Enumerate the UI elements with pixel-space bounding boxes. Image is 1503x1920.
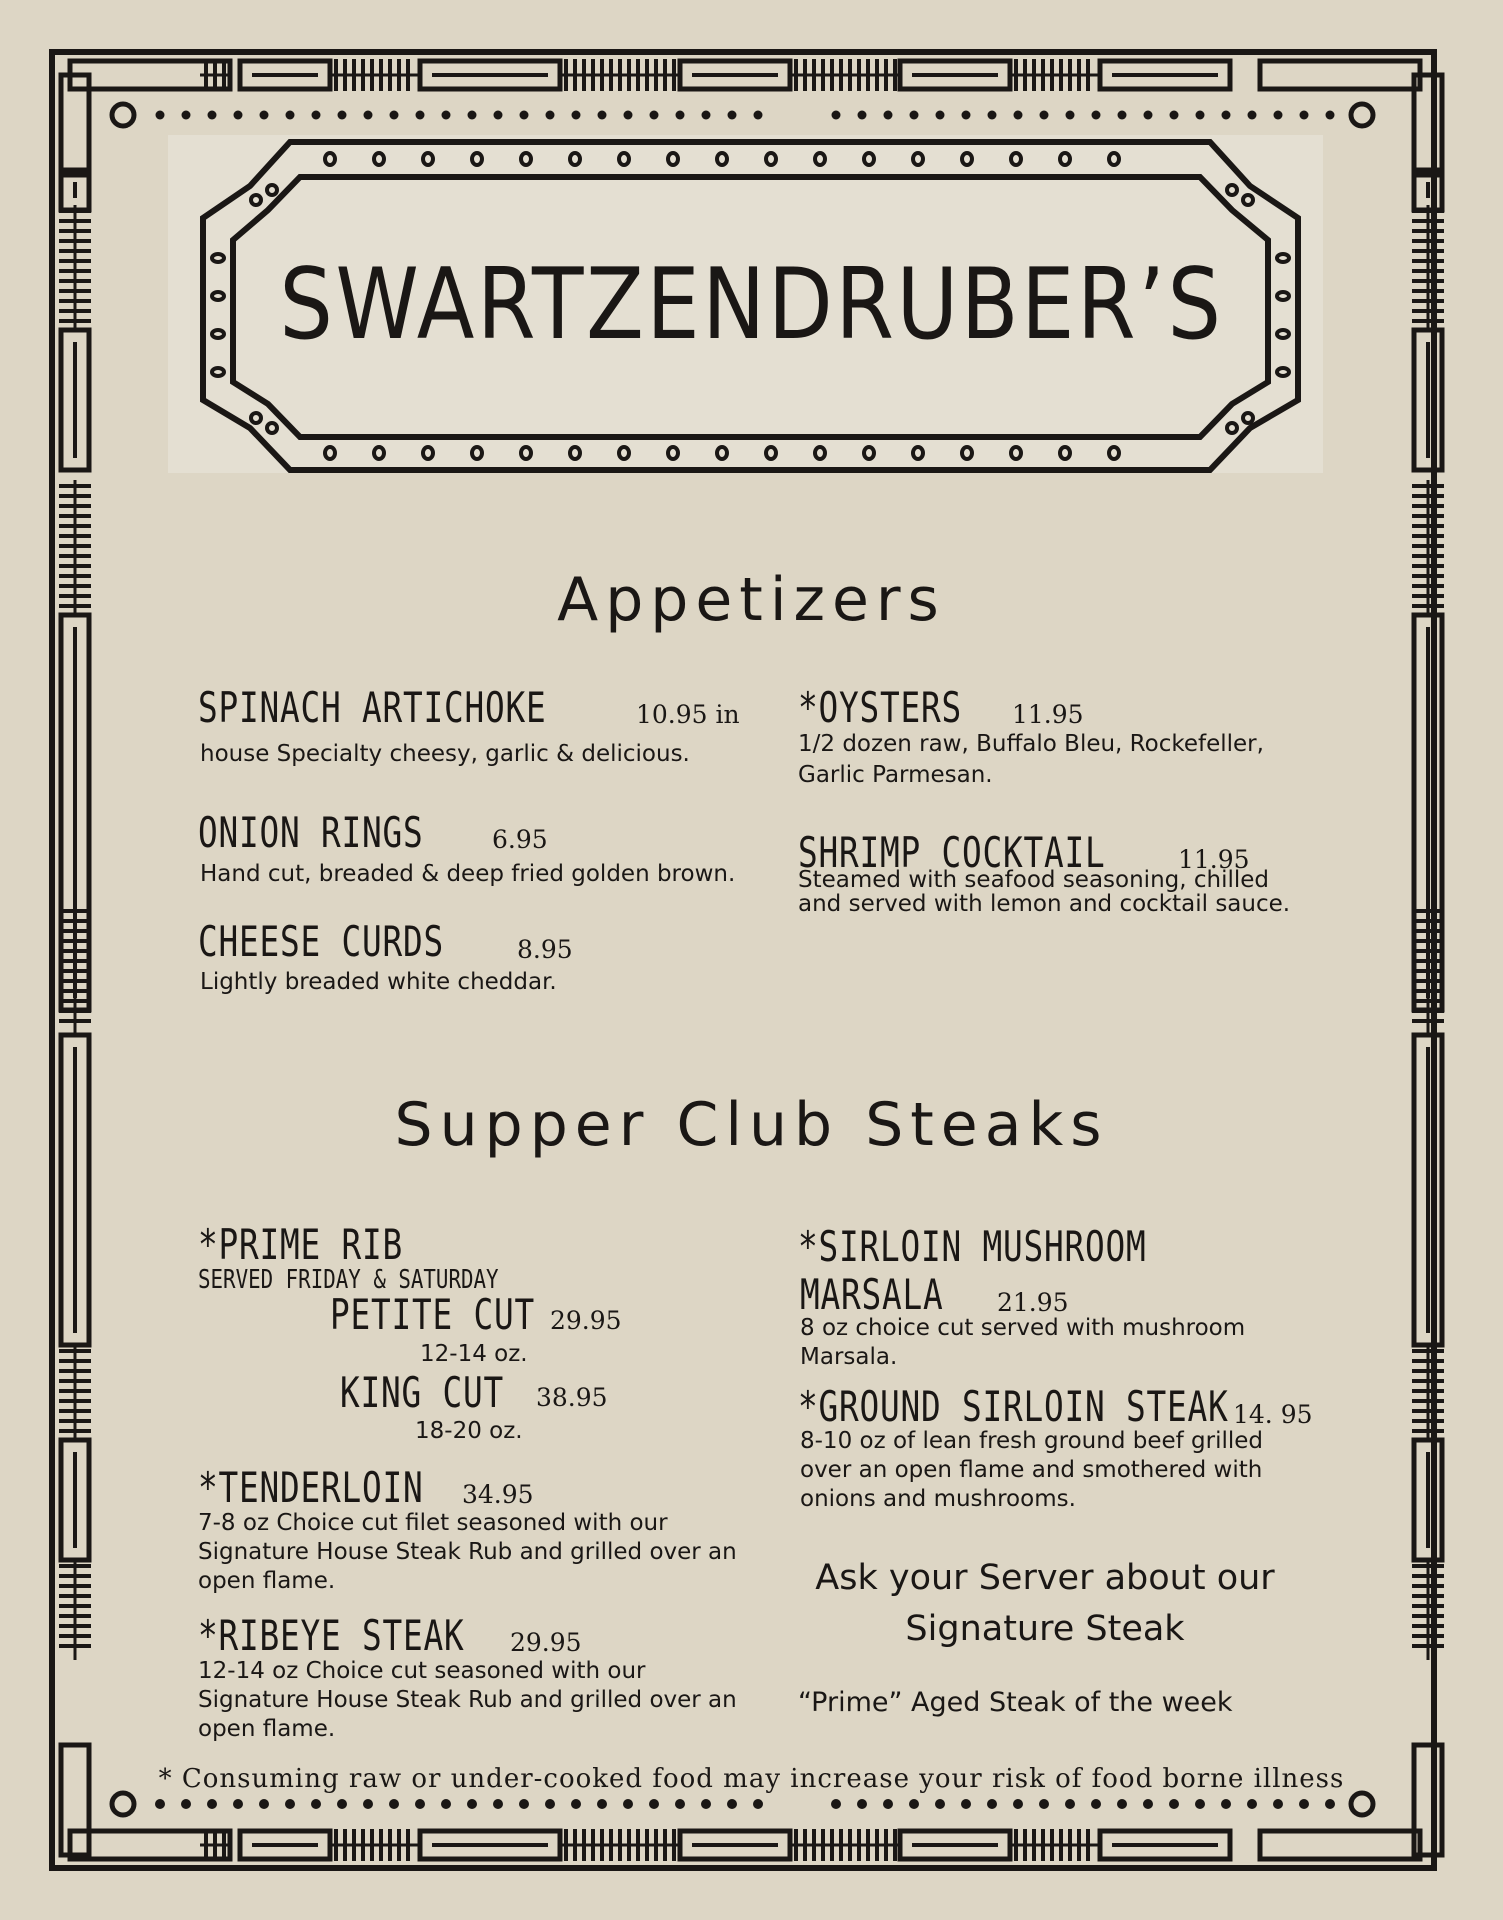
border-dot xyxy=(1013,1799,1023,1809)
price-onion-rings: 6.95 xyxy=(492,825,548,854)
border-dot xyxy=(936,111,945,120)
appetizers-title: Appetizers xyxy=(557,565,946,635)
price-petite-cut: 29.95 xyxy=(550,1306,622,1335)
border-dot xyxy=(649,1799,659,1809)
border-dot xyxy=(753,1799,763,1809)
border-dot xyxy=(1274,111,1283,120)
menu-item-spinach-artichoke: SPINACH ARTICHOKE xyxy=(198,683,547,732)
menu-item-sirloin-mushroom-marsala-line-2: MARSALA xyxy=(800,1270,944,1319)
price-oysters: 11.95 xyxy=(1012,700,1084,729)
border-dot xyxy=(1325,1799,1335,1809)
desc-ribeye-line-1: 12-14 oz Choice cut seasoned with our xyxy=(198,1658,646,1684)
border-dot xyxy=(156,111,165,120)
desc-shrimp-cocktail-line-2: and served with lemon and cocktail sauce. xyxy=(798,891,1291,917)
king-cut-size: 18-20 oz. xyxy=(415,1418,523,1444)
menu-item-sirloin-mushroom-marsala: *SIRLOIN MUSHROOM xyxy=(798,1222,1147,1271)
border-ring xyxy=(112,1793,134,1815)
server-note-line-2: Signature Steak xyxy=(905,1609,1185,1649)
border-dot xyxy=(1222,111,1231,120)
price-cheese-curds: 8.95 xyxy=(517,935,573,964)
border-ring xyxy=(1351,104,1373,126)
border-dot xyxy=(1299,1799,1309,1809)
desc-spinach-artichoke: house Specialty cheesy, garlic & delicious. xyxy=(200,741,690,767)
server-note-line-1: Ask your Server about our xyxy=(815,1558,1275,1598)
border-dot xyxy=(597,1799,607,1809)
border-dot xyxy=(728,111,737,120)
border-dot xyxy=(754,111,763,120)
border-dot xyxy=(727,1799,737,1809)
border-dot xyxy=(675,1799,685,1809)
desc-cheese-curds: Lightly breaded white cheddar. xyxy=(200,969,557,995)
border-dot xyxy=(1118,111,1127,120)
menu-item-onion-rings: ONION RINGS xyxy=(198,808,424,857)
border-dot xyxy=(1091,1799,1101,1809)
desc-onion-rings: Hand cut, breaded & deep fried golden brown. xyxy=(200,861,736,887)
border-dot xyxy=(155,1799,165,1809)
desc-ribeye-line-2: Signature House Steak Rub and grilled over an xyxy=(198,1687,737,1713)
border-dot xyxy=(259,1799,269,1809)
desc-ribeye-line-3: open flame. xyxy=(198,1716,336,1742)
price-ground-sirloin-steak: 14. 95 xyxy=(1233,1400,1313,1429)
border-dot xyxy=(1065,1799,1075,1809)
border-dot xyxy=(312,111,321,120)
desc-ground-sirloin-line-1: 8-10 oz of lean fresh ground beef grilled xyxy=(800,1428,1264,1454)
border-dot xyxy=(519,1799,529,1809)
border-dot xyxy=(623,1799,633,1809)
border-dot xyxy=(1143,1799,1153,1809)
border-dot xyxy=(1170,111,1179,120)
border-dot xyxy=(181,1799,191,1809)
menu-item-shrimp-cocktail: SHRIMP COCKTAIL xyxy=(798,828,1106,877)
border-dot xyxy=(572,111,581,120)
aged-steak-note: “Prime” Aged Steak of the week xyxy=(798,1687,1233,1718)
food-safety-disclaimer: * Consuming raw or under-cooked food may increase your risk of food borne illness xyxy=(158,1764,1345,1794)
menu-item-ribeye-steak: *RIBEYE STEAK xyxy=(198,1611,465,1660)
border-dot xyxy=(598,111,607,120)
border-dot xyxy=(883,1799,893,1809)
desc-sirloin-marsala-line-2: Marsala. xyxy=(800,1344,898,1370)
menu-item-cheese-curds: CHEESE CURDS xyxy=(198,917,445,966)
price-shrimp-cocktail: 11.95 xyxy=(1178,845,1250,874)
desc-shrimp-cocktail-line-1: Steamed with seafood seasoning, chilled xyxy=(798,867,1270,893)
border-dot xyxy=(676,111,685,120)
border-dot xyxy=(545,1799,555,1809)
border-dot xyxy=(1117,1799,1127,1809)
border-dot xyxy=(1273,1799,1283,1809)
price-spinach-artichoke: 10.95 in xyxy=(636,700,740,729)
prime-rib-availability: SERVED FRIDAY & SATURDAY xyxy=(198,1265,499,1295)
menu-item-oysters: *OYSTERS xyxy=(798,683,963,732)
border-dot xyxy=(702,111,711,120)
border-dot xyxy=(363,1799,373,1809)
border-ring xyxy=(112,104,134,126)
border-dot xyxy=(468,111,477,120)
border-ring xyxy=(1351,1793,1373,1815)
petite-cut-size: 12-14 oz. xyxy=(420,1341,528,1367)
border-dot xyxy=(1144,111,1153,120)
border-dot xyxy=(364,111,373,120)
border-dot xyxy=(858,111,867,120)
border-dot xyxy=(701,1799,711,1809)
desc-tenderloin-line-3: open flame. xyxy=(198,1568,336,1594)
border-dot xyxy=(311,1799,321,1809)
border-dot xyxy=(1247,1799,1257,1809)
border-dot xyxy=(909,1799,919,1809)
border-dot xyxy=(233,1799,243,1809)
border-dot xyxy=(520,111,529,120)
restaurant-name: SWARTZENDRUBER’S xyxy=(279,248,1224,362)
border-dot xyxy=(831,1799,841,1809)
border-dot xyxy=(884,111,893,120)
border-dot xyxy=(182,111,191,120)
border-dot xyxy=(390,111,399,120)
border-dot xyxy=(338,111,347,120)
menu-item-tenderloin: *TENDERLOIN xyxy=(198,1463,424,1512)
desc-ground-sirloin-line-3: onions and mushrooms. xyxy=(800,1486,1076,1512)
prime-rib-king-cut: KING CUT xyxy=(340,1368,505,1417)
border-dot xyxy=(1221,1799,1231,1809)
price-ribeye-steak: 29.95 xyxy=(510,1628,582,1657)
border-dot xyxy=(416,111,425,120)
desc-oysters-line-1: 1/2 dozen raw, Buffalo Bleu, Rockefeller, xyxy=(798,731,1264,757)
border-dot xyxy=(832,111,841,120)
border-dot xyxy=(1195,1799,1205,1809)
border-dot xyxy=(389,1799,399,1809)
border-dot xyxy=(1300,111,1309,120)
border-dot xyxy=(234,111,243,120)
border-dot xyxy=(1326,111,1335,120)
border-dot xyxy=(988,111,997,120)
border-dot xyxy=(337,1799,347,1809)
border-dot xyxy=(285,1799,295,1809)
border-dot xyxy=(624,111,633,120)
price-sirloin-mushroom-marsala: 21.95 xyxy=(997,1288,1069,1317)
border-dot xyxy=(650,111,659,120)
border-dot xyxy=(493,1799,503,1809)
border-dot xyxy=(1039,1799,1049,1809)
border-dot xyxy=(260,111,269,120)
border-dot xyxy=(494,111,503,120)
border-dot xyxy=(1196,111,1205,120)
border-dot xyxy=(286,111,295,120)
steaks-title: Supper Club Steaks xyxy=(394,1090,1109,1160)
desc-oysters-line-2: Garlic Parmesan. xyxy=(798,762,993,788)
border-dot xyxy=(571,1799,581,1809)
border-dot xyxy=(546,111,555,120)
border-dot xyxy=(442,111,451,120)
border-dot xyxy=(857,1799,867,1809)
border-dot xyxy=(1092,111,1101,120)
border-dot xyxy=(208,111,217,120)
border-dot xyxy=(1014,111,1023,120)
border-dot xyxy=(467,1799,477,1809)
border-dot xyxy=(1248,111,1257,120)
price-king-cut: 38.95 xyxy=(536,1383,608,1412)
border-dot xyxy=(961,1799,971,1809)
desc-ground-sirloin-line-2: over an open flame and smothered with xyxy=(800,1457,1263,1483)
border-dot xyxy=(415,1799,425,1809)
desc-tenderloin-line-1: 7-8 oz Choice cut filet seasoned with our xyxy=(198,1510,668,1536)
border-dot xyxy=(910,111,919,120)
prime-rib-petite-cut: PETITE CUT xyxy=(330,1290,536,1339)
border-dot xyxy=(441,1799,451,1809)
menu-item-prime-rib: *PRIME RIB xyxy=(198,1220,404,1269)
border-dot xyxy=(987,1799,997,1809)
border-dot xyxy=(1040,111,1049,120)
desc-sirloin-marsala-line-1: 8 oz choice cut served with mushroom xyxy=(800,1315,1246,1341)
menu-item-ground-sirloin-steak: *GROUND SIRLOIN STEAK xyxy=(798,1382,1229,1431)
price-tenderloin: 34.95 xyxy=(462,1480,534,1509)
desc-tenderloin-line-2: Signature House Steak Rub and grilled over an xyxy=(198,1539,737,1565)
border-dot xyxy=(1066,111,1075,120)
border-dot xyxy=(962,111,971,120)
border-dot xyxy=(1169,1799,1179,1809)
border-dot xyxy=(207,1799,217,1809)
border-dot xyxy=(935,1799,945,1809)
